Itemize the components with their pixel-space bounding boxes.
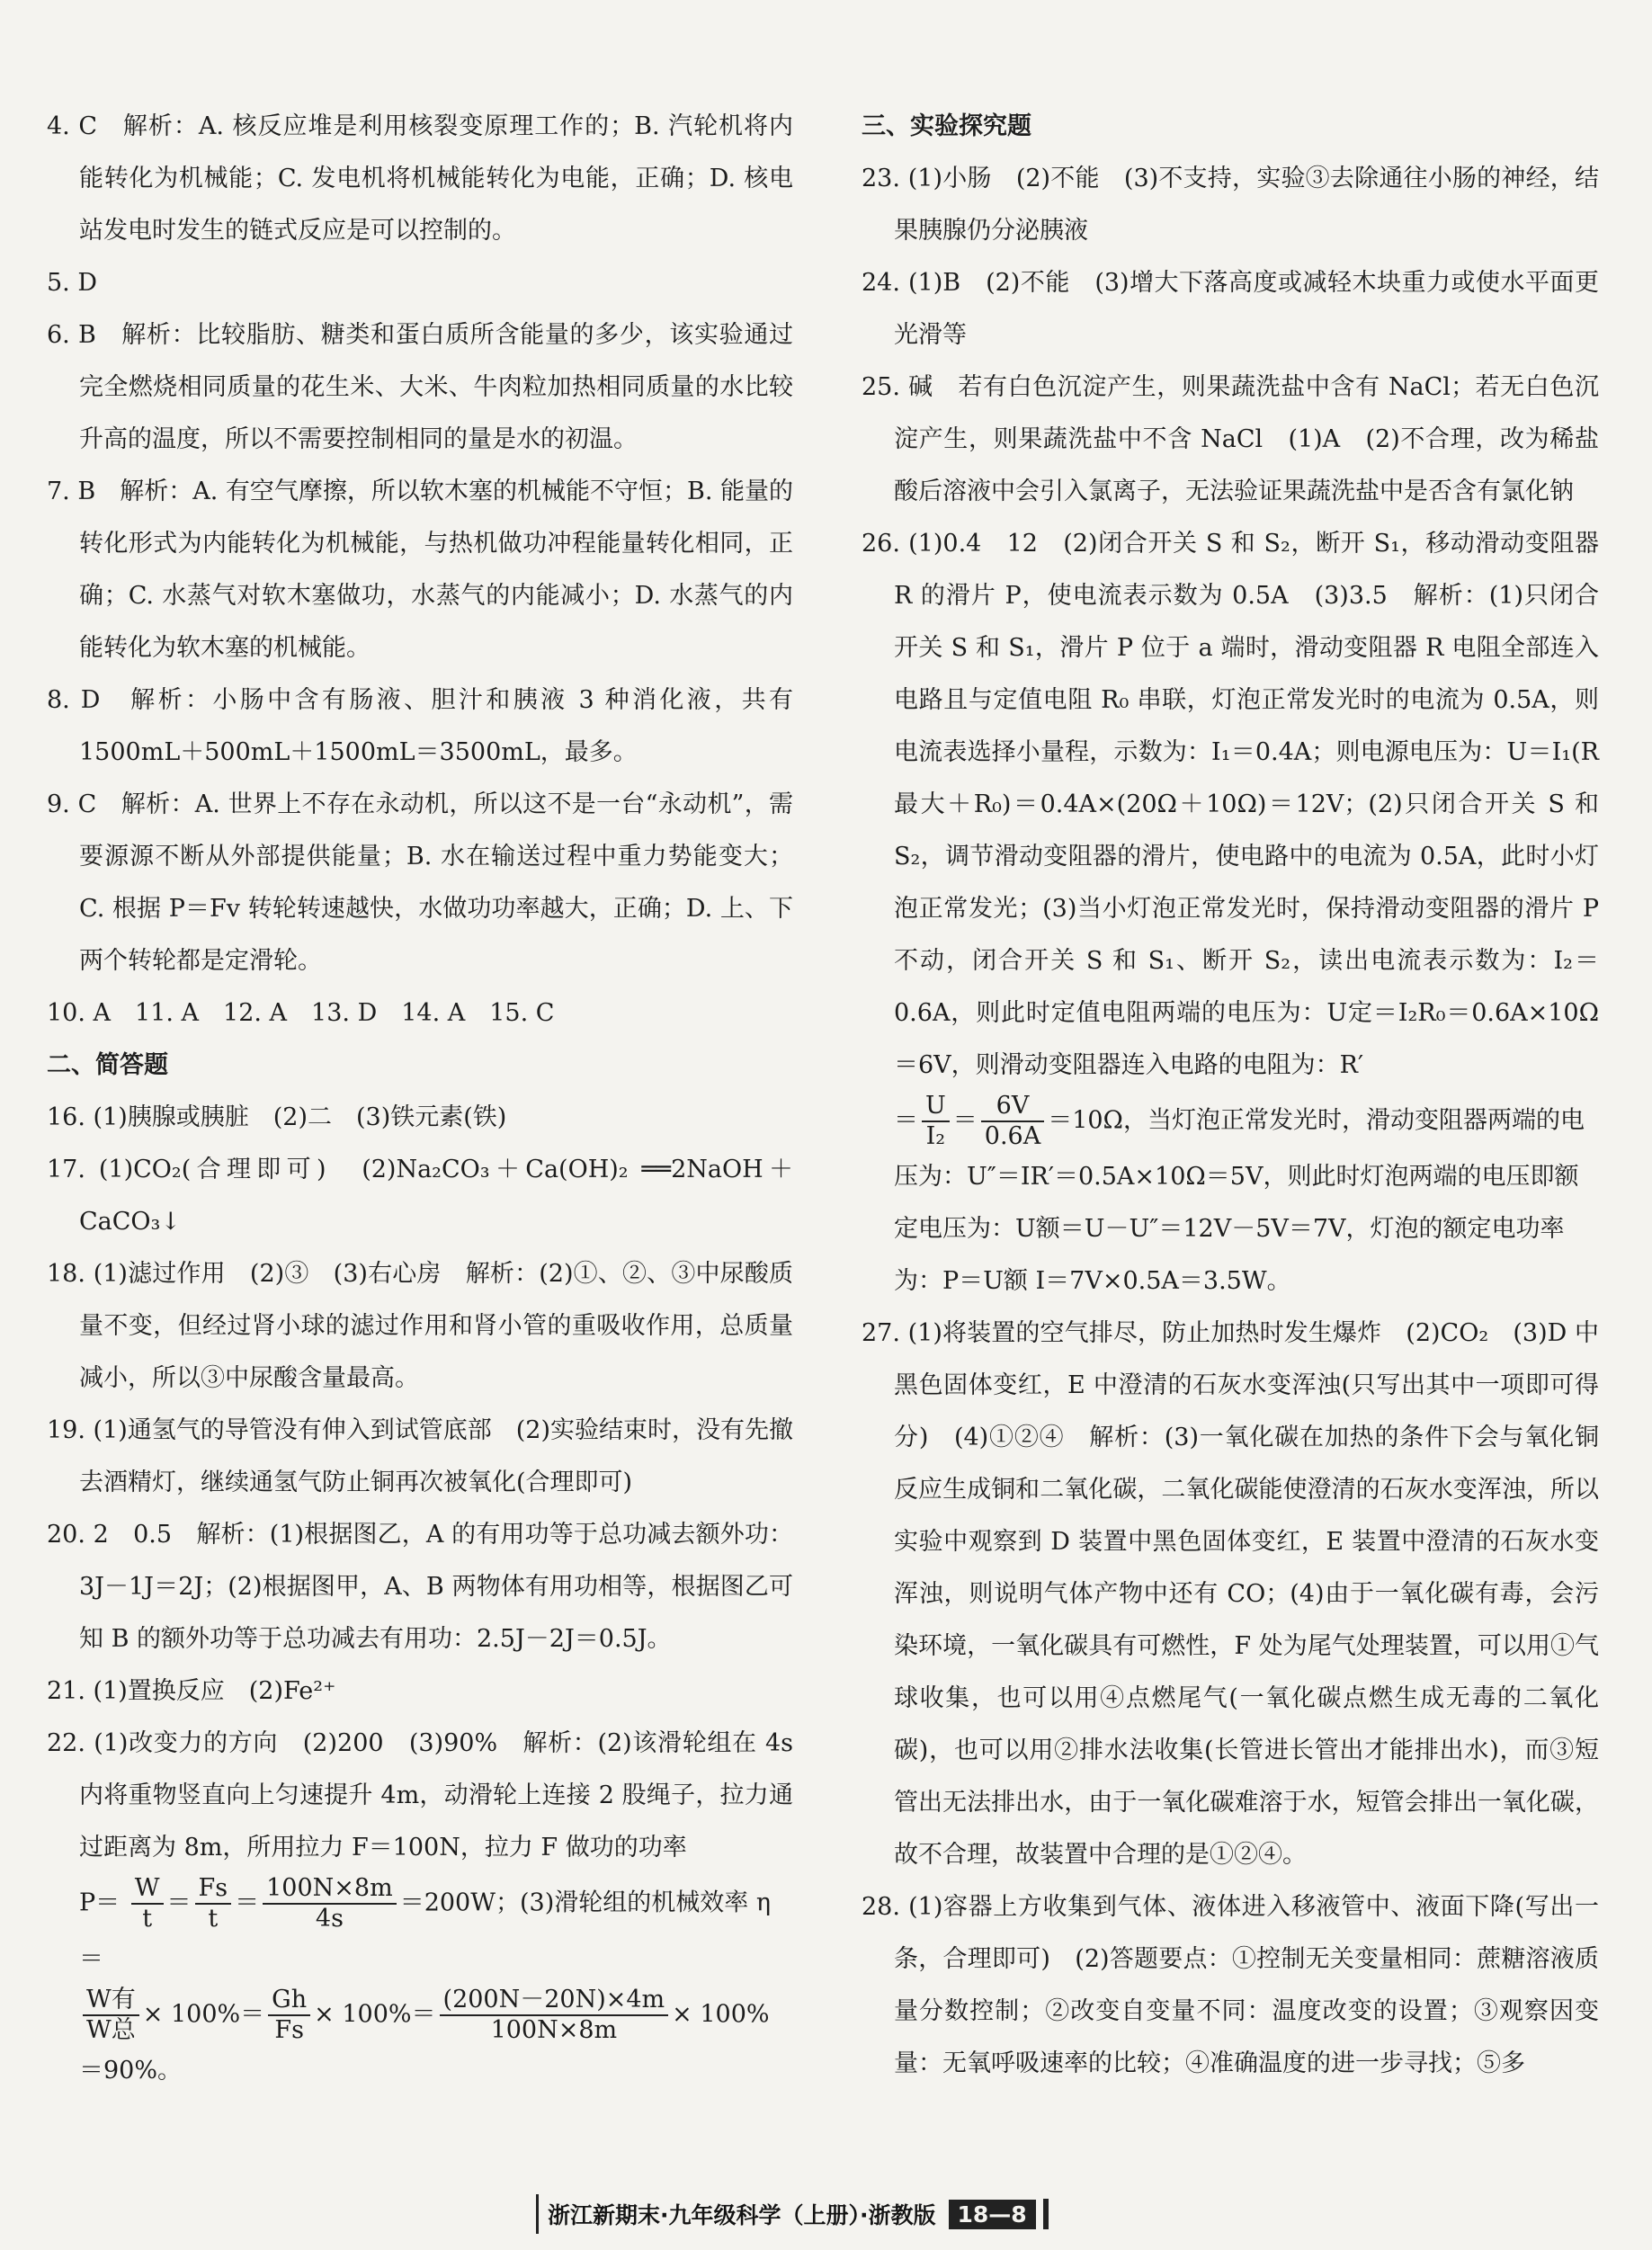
answer-20: 20. 2 0.5 解析：(1)根据图乙，A 的有用功等于总功减去额外功：3J－1J＝2J；(2)根据图甲，A、B 两物体有用功相等，根据图乙可知 B 的额外功等于总功减去有用功：2.5J－2J＝0.5J。 [47, 1521, 793, 1653]
right-column [862, 101, 1599, 2090]
answer-28: 28. (1)容器上方收集到气体、液体进入移液管中、液面下降(写出一条，合理即可) (2)答题要点：①控制无关变量相同：蔗糖溶液质量分数控制；②改变自变量不同：温度改变的设置；③观察因变量：无氧呼吸速率的比较；④准确温度的进一步寻找；⑤多 [862, 1893, 1599, 2077]
answer-18: 18. (1)滤过作用 (2)③ (3)右心房 解析：(2)①、②、③中尿酸质量不变，但经过肾小球的滤过作用和肾小管的重吸收作用，总质量减小，所以③中尿酸含量最高。 [47, 1260, 793, 1392]
answer-16: 16. (1)胰腺或胰脏 (2)二 (3)铁元素(铁) [47, 1103, 507, 1131]
answer-10-15: 10. A 11. A 12. A 13. D 14. A 15. C [47, 999, 555, 1027]
answer-23: 23. (1)小肠 (2)不能 (3)不支持，实验③去除通往小肠的神经，结果胰腺仍分泌胰液 [862, 165, 1599, 245]
left-column [47, 101, 793, 2097]
fraction: $\frac{W}{t}$ [131, 1874, 164, 1933]
page-footer [536, 2194, 1049, 2234]
answer-21: 21. (1)置换反应 (2)Fe²⁺ [47, 1677, 336, 1705]
answer-9: 9. C 解析：A. 世界上不存在永动机，所以这不是一台“永动机”，需要源源不断从外部提供能量；B. 水在输送过程中重力势能变大；C. 根据 P＝Fv 转轮转速越快，水做功功率越大，正确；D. 上、下两个转轮都是定滑轮。 [47, 790, 793, 975]
answer-25: 25. 碱 若有白色沉淀产生，则果蔬洗盐中含有 NaCl；若无白色沉淀产生，则果蔬洗盐中不含 NaCl (1)A (2)不合理，改为稀盐酸后溶液中会引入氯离子，无法验证果蔬洗盐中是否含有氯化钠 [862, 373, 1599, 505]
footer-title: 浙江新期末·九年级科学（上册）·浙教版 [548, 2202, 936, 2228]
fraction: $\frac{U}{\text{I₂}}$ [922, 1092, 950, 1151]
answer-7: 7. B 解析：A. 有空气摩擦，所以软木塞的机械能不守恒；B. 能量的转化形式为内能转化为机械能，与热机做功冲程能量转化相同，正确；C. 水蒸气对软木塞做功，水蒸气的内能减小；D. 水蒸气的内能转化为软木塞的机械能。 [47, 478, 793, 662]
answer-22: 22. (1)改变力的方向 (2)200 (3)90% 解析：(2)该滑轮组在 4s 内将重物竖直向上匀速提升 4m，动滑轮上连接 2 股绳子，拉力通过距离为 8m，所用拉力 F＝100N，拉力 F 做功的功率 [47, 1729, 793, 1862]
section-heading-3: 三、实验探究题 [862, 112, 1031, 140]
answer-17: 17. (1)CO₂(合理即可) (2)Na₂CO₃＋Ca(OH)₂ ══2NaOH＋CaCO₃↓ [47, 1156, 793, 1236]
resistance-formula: ＝ $\frac{U}{\text{I₂}}$ ＝ $\frac{6V}{0.6A}$ ＝10Ω，当灯泡正常发光时，滑动变阻器两端的电 [894, 1092, 1585, 1150]
fraction: $\frac{6V}{0.6A}$ [981, 1092, 1044, 1151]
answer-8: 8. D 解析：小肠中含有肠液、胆汁和胰液 3 种消化液，共有 1500mL＋500mL＋1500mL＝3500mL，最多。 [47, 686, 793, 766]
efficiency-formula: $\frac{\text{W有}}{\text{W总}}$ × 100%＝ $\frac{Gh}{Fs}$ × 100%＝ $\frac{(200N-20N)\times 4m}{100N\times 8m}$ × 100% [47, 1986, 793, 2045]
power-formula: P＝ $\frac{W}{t}$ ＝ $\frac{Fs}{t}$ ＝ $\frac{100N\times 8m}{4s}$ ＝200W；(3)滑轮组的机械效率 η＝ [79, 1874, 771, 1973]
fraction: $\frac{Fs}{t}$ [195, 1874, 232, 1933]
fraction: $\frac{(200N-20N)\times 4m}{100N\times 8m}$ [440, 1986, 669, 2045]
answer-5: 5. D [47, 269, 97, 297]
fraction: $\frac{100N\times 8m}{4s}$ [263, 1874, 397, 1933]
answer-6: 6. B 解析：比较脂肪、糖类和蛋白质所含能量的多少，该实验通过完全燃烧相同质量的花生米、大米、牛肉粒加热相同质量的水比较升高的温度，所以不需要控制相同的量是水的初温。 [47, 321, 793, 453]
efficiency-result: ＝90%。 [79, 2057, 183, 2085]
answer-19: 19. (1)通氢气的导管没有伸入到试管底部 (2)实验结束时，没有先撤去酒精灯，继续通氢气防止铜再次被氧化(合理即可) [47, 1416, 794, 1496]
footer-bar [1043, 2199, 1049, 2229]
answer-4: 4. C 解析：A. 核反应堆是利用核裂变原理工作的；B. 汽轮机将内能转化为机械能；C. 发电机将机械能转化为电能，正确；D. 核电站发电时发生的链式反应是可以控制的。 [47, 112, 793, 245]
section-heading-2: 二、简答题 [47, 1051, 168, 1079]
answer-27: 27. (1)将装置的空气排尽，防止加热时发生爆炸 (2)CO₂ (3)D 中黑色固体变红，E 中澄清的石灰水变浑浊(只写出其中一项即可得分) (4)①②④ 解析：(3)一氧化碳在加热的条件下会与氧化铜反应生成铜和二氧化碳，二氧化碳能使澄清的石灰水变浑浊，所以实验中观察到 D 装置中黑色固体变红，E 装置中澄清的石灰水变浑浊，则说明气体产物中还有 CO；(4)由于一氧化碳有毒，会污染环境，一氧化碳具有可燃性，F 处为尾气处理装置，可以用①气球收集，也可以用④点燃尾气(一氧化碳点燃生成无毒的二氧化碳)，也可以用②排水法收集(长管进长管出才能排出水)，而③短管出无法排出水，由于一氧化碳难溶于水，短管会排出一氧化碳，故不合理，故装置中合理的是①②④。 [862, 1319, 1599, 1869]
answer-26: 26. (1)0.4 12 (2)闭合开关 S 和 S₂，断开 S₁，移动滑动变阻器 R 的滑片 P，使电流表示数为 0.5A (3)3.5 解析：(1)只闭合开关 S 和 S₁，滑片 P 位于 a 端时，滑动变阻器 R 电阻全部连入电路且与定值电阻 R₀ 串联，灯泡正常发光时的电流为 0.5A，则电流表选择小量程，示数为：I₁＝0.4A；则电源电压为：U＝I₁(R最大＋R₀)＝0.4A×(20Ω＋10Ω)＝12V；(2)只闭合开关 S 和 S₂，调节滑动变阻器的滑片，使电路中的电流为 0.5A，此时小灯泡正常发光；(3)当小灯泡正常发光时，保持滑动变阻器的滑片 P 不动，闭合开关 S 和 S₁、断开 S₂，读出电流表示数为：I₂＝0.6A，则此时定值电阻两端的电压为：U定＝I₂R₀＝0.6A×10Ω＝6V，则滑动变阻器连入电路的电阻为：R′ [862, 530, 1599, 1079]
fraction: $\frac{Gh}{Fs}$ [268, 1986, 310, 2045]
fraction: $\frac{\text{W有}}{\text{W总}}$ [83, 1986, 139, 2045]
answer-26-continued: 压为：U″＝IR′＝0.5A×10Ω＝5V，则此时灯泡两端的电压即额定电压为：U额＝U－U″＝12V－5V＝7V，灯泡的额定电功率为：P＝U额 I＝7V×0.5A＝3.5W。 [894, 1163, 1579, 1295]
page-number: 18—8 [949, 2200, 1036, 2229]
answer-24: 24. (1)B (2)不能 (3)增大下落高度或减轻木块重力或使水平面更光滑等 [862, 269, 1599, 349]
